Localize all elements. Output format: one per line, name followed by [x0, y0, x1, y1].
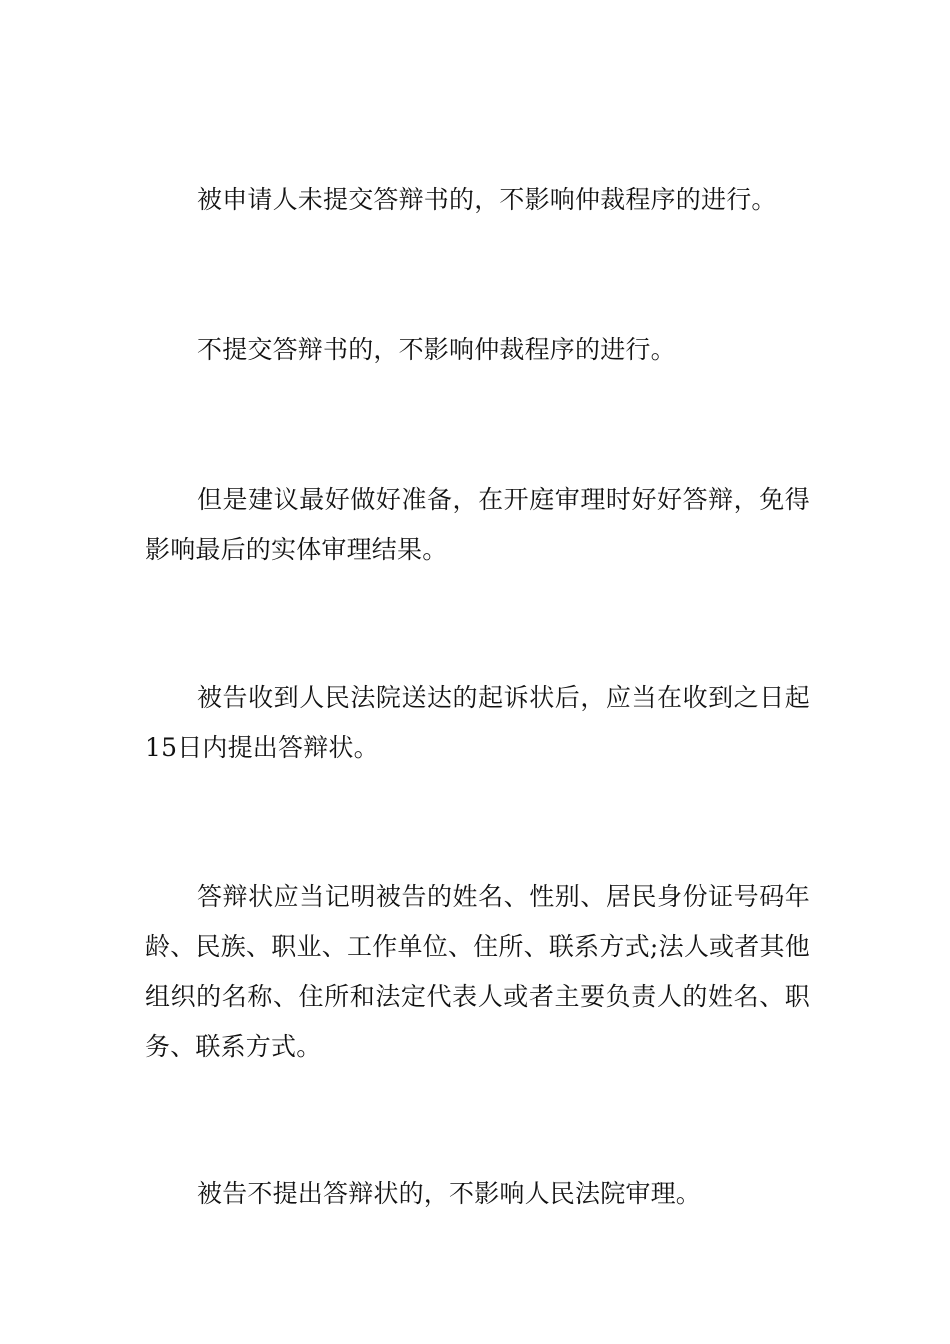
- paragraph-2: 不提交答辩书的，不影响仲裁程序的进行。: [197, 335, 676, 364]
- paragraph-5: 答辩状应当记明被告的姓名、性别、居民身份证号码年龄、民族、职业、工作单位、住所、联系方式;法人或者其他组织的名称、住所和法定代表人或者主要负责人的姓名、职务、联系方式。: [145, 882, 810, 1061]
- paragraph-3: 但是建议最好做好准备，在开庭审理时好好答辩，免得影响最后的实体审理结果。: [145, 485, 810, 564]
- paragraph-1: 被申请人未提交答辩书的，不影响仲裁程序的进行。: [197, 185, 777, 214]
- paragraph-6: 被告不提出答辩状的，不影响人民法院审理。: [197, 1179, 702, 1208]
- paragraph-4: 被告收到人民法院送达的起诉状后，应当在收到之日起15日内提出答辩状。: [145, 683, 810, 762]
